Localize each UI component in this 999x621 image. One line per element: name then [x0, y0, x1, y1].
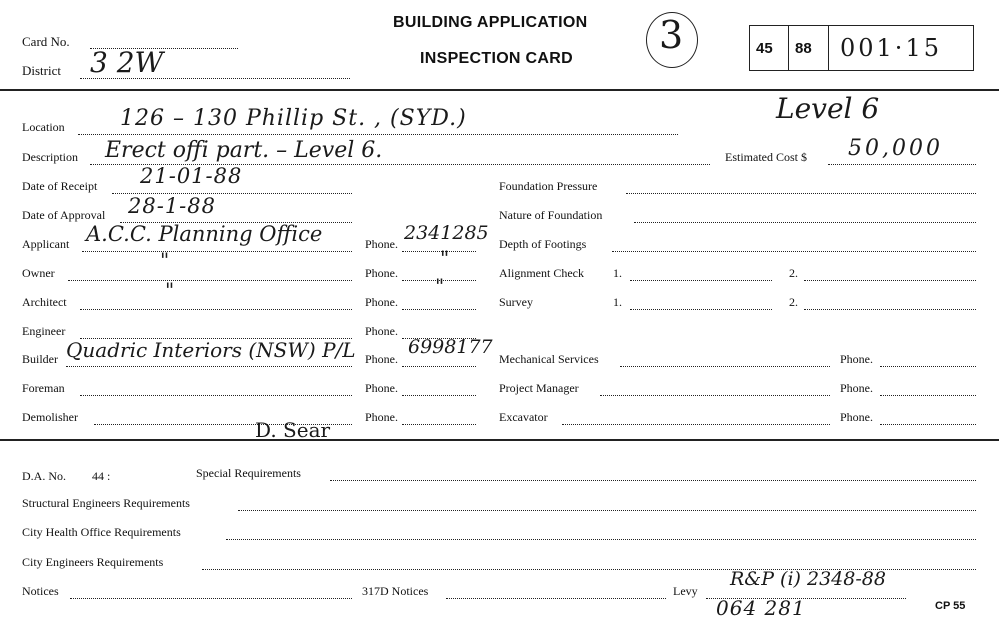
district-label: District: [22, 63, 61, 78]
title-line1: BUILDING APPLICATION: [393, 14, 588, 31]
demolisher-phone-label: Phone.: [365, 410, 398, 424]
architect-phone-value: ": [435, 274, 445, 298]
demolisher-label: Demolisher: [22, 410, 78, 424]
special-req-label: Special Requirements: [196, 466, 301, 480]
circled-number: 3: [659, 13, 684, 57]
levy-number: 064 281: [716, 596, 806, 620]
location-label: Location: [22, 120, 65, 134]
survey-num1: 1.: [613, 295, 622, 309]
form-code: CP 55: [935, 600, 966, 612]
description-label: Description: [22, 150, 78, 164]
estimated-cost-value: 50,000: [848, 136, 943, 161]
date-approval-value: 28-1-88: [128, 194, 216, 218]
date-receipt-label: Date of Receipt: [22, 179, 98, 193]
owner-value: ": [160, 248, 170, 272]
title-line2: INSPECTION CARD: [420, 50, 573, 67]
demolisher-note: D. Sear: [255, 418, 331, 442]
applicant-phone-label: Phone.: [365, 237, 398, 251]
survey-num2: 2.: [789, 295, 798, 309]
builder-phone-label: Phone.: [365, 352, 398, 366]
levy-value: R&P (i) 2348-88: [730, 568, 886, 590]
architect-value: ": [165, 278, 175, 302]
alignment-check-num2: 2.: [789, 266, 798, 280]
estimated-cost-label: Estimated Cost $: [725, 150, 807, 164]
alignment-check-num1: 1.: [613, 266, 622, 280]
engineer-phone-label: Phone.: [365, 324, 398, 338]
foreman-phone-label: Phone.: [365, 381, 398, 395]
da-no-value: 44 :: [92, 469, 111, 483]
date-receipt-value: 21-01-88: [140, 164, 243, 188]
excavator-phone-label: Phone.: [840, 410, 873, 424]
card-no-label: Card No.: [22, 34, 70, 49]
notices-label: Notices: [22, 584, 59, 598]
description-value: Erect offi part. – Level 6.: [105, 138, 383, 163]
engineer-label: Engineer: [22, 324, 66, 338]
architect-label: Architect: [22, 295, 67, 309]
ref-box-part1: 45: [756, 40, 773, 57]
foundation-pressure-label: Foundation Pressure: [499, 179, 598, 193]
architect-phone-label: Phone.: [365, 295, 398, 309]
nature-of-foundation-label: Nature of Foundation: [499, 208, 603, 222]
depth-of-footings-label: Depth of Footings: [499, 237, 587, 251]
survey-label: Survey: [499, 295, 533, 309]
levy-label: Levy: [673, 584, 698, 598]
ref-box-part3: 001·15: [840, 34, 942, 62]
excavator-label: Excavator: [499, 410, 548, 424]
owner-phone-label: Phone.: [365, 266, 398, 280]
structural-req-label: Structural Engineers Requirements: [22, 496, 190, 510]
notices-317d-label: 317D Notices: [362, 584, 429, 598]
applicant-phone-value: 2341285: [404, 222, 489, 244]
applicant-value: A.C.C. Planning Office: [86, 222, 323, 246]
owner-phone-value: ": [440, 246, 450, 270]
location-value: 126 – 130 Phillip St. , (SYD.): [120, 106, 467, 131]
project-manager-label: Project Manager: [499, 381, 579, 395]
header-rule: [0, 89, 999, 91]
city-health-req-label: City Health Office Requirements: [22, 525, 181, 539]
mechanical-phone-label: Phone.: [840, 352, 873, 366]
applicant-label: Applicant: [22, 237, 70, 251]
date-approval-label: Date of Approval: [22, 208, 106, 222]
owner-label: Owner: [22, 266, 55, 280]
builder-phone-value: 6998177: [408, 336, 493, 358]
alignment-check-label: Alignment Check: [499, 266, 584, 280]
ref-box-part2: 88: [795, 40, 812, 57]
mechanical-services-label: Mechanical Services: [499, 352, 599, 366]
builder-label: Builder: [22, 352, 58, 366]
location-extra: Level 6: [776, 92, 880, 125]
foreman-label: Foreman: [22, 381, 65, 395]
da-no-label: D.A. No.: [22, 469, 66, 483]
project-manager-phone-label: Phone.: [840, 381, 873, 395]
district-value: 3 2W: [90, 46, 164, 79]
city-engineers-req-label: City Engineers Requirements: [22, 555, 164, 569]
builder-value: Quadric Interiors (NSW) P/L: [66, 338, 356, 362]
section-rule: [0, 439, 999, 441]
